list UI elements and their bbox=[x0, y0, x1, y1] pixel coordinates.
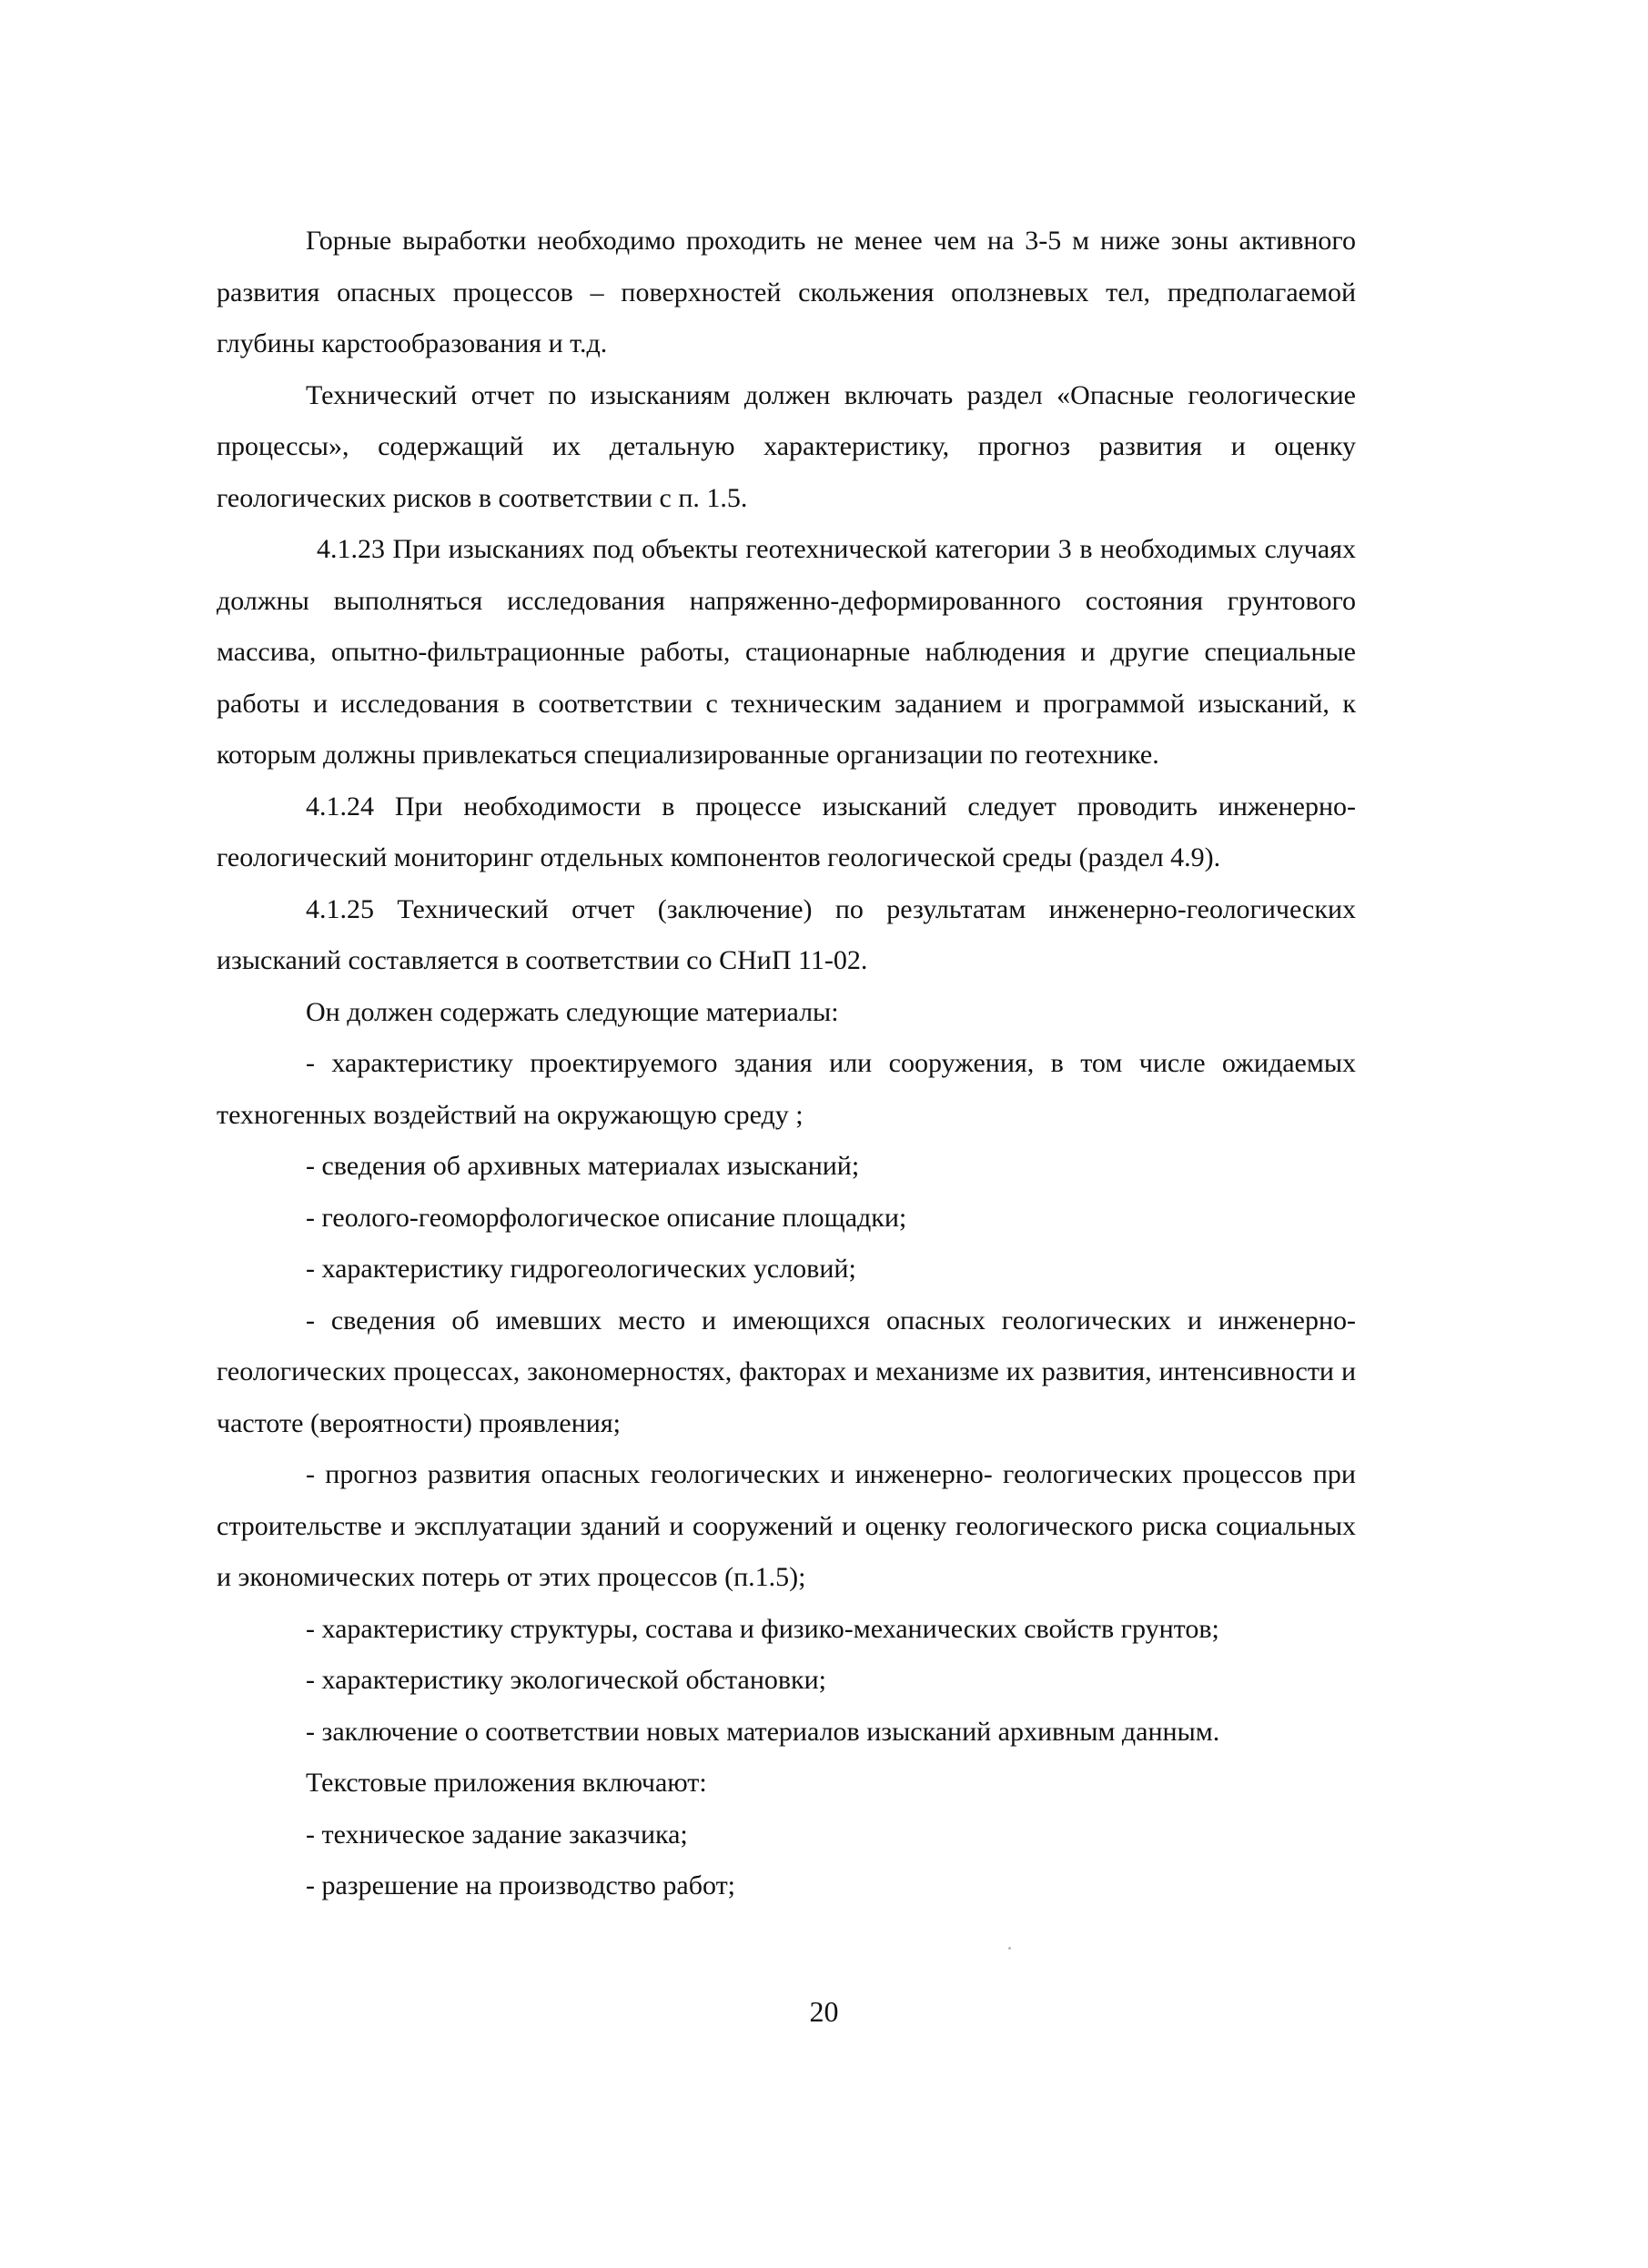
paragraph-text-appendices: Текстовые приложения включают: bbox=[306, 1768, 707, 1798]
paragraph-4-1-23: 4.1.23 При изысканиях под объекты геотехнической категории 3 в необходимых случаях должны выполняться исследования напряженно-деформированного состояния грунтового массива, опытно-фильтрационные работы, стационарные наблюдения и другие специальные работы и исследования в соответствии с техническим заданием и программой изысканий, к которым должны привлекаться специализированные организации по геотехнике. bbox=[217, 534, 1356, 770]
list-item-work-permit: - разрешение на производство работ; bbox=[306, 1870, 736, 1900]
scan-speck bbox=[1008, 1947, 1011, 1950]
list-item-forecast: - прогноз развития опасных геологических и инженерно- геологических процессов при строительстве и эксплуатации зданий и сооружений и оценку геологического риска социальных и экономических потерь от этих процессов (п.1.5); bbox=[217, 1459, 1356, 1592]
body-text bbox=[217, 216, 1356, 1912]
list-item-conclusion: - заключение о соответствии новых материалов изысканий архивным данным. bbox=[306, 1716, 1220, 1747]
paragraph-4-1-24: 4.1.24 При необходимости в процессе изысканий следует проводить инженерно-геологический мониторинг отдельных компонентов геологической среды (раздел 4.9). bbox=[217, 791, 1356, 872]
list-item-geomorphology: - геолого-геоморфологическое описание площадки; bbox=[306, 1202, 907, 1233]
paragraph-4-1-25: 4.1.25 Технический отчет (заключение) по результатам инженерно-геологических изысканий составляется в соответствии со СНиП 11-02. bbox=[217, 893, 1356, 975]
list-item-hydrogeology: - характеристику гидрогеологических условий; bbox=[306, 1254, 856, 1284]
list-item-building-characteristics: - характеристику проектируемого здания или сооружения, в том числе ожидаемых техногенных воздействий на окружающую среду ; bbox=[217, 1048, 1356, 1130]
paragraph-technical-report-section: Технический отчет по изысканиям должен включать раздел «Опасные геологические процессы», содержащий их детальную характеристику, прогноз развития и оценку геологических рисков в соответствии с п. 1.5. bbox=[217, 379, 1356, 513]
list-item-hazardous-processes: - сведения об имевших место и имеющихся опасных геологических и инженерно- геологических процессах, закономерностях, факторах и механизме их развития, интенсивности и частоте (вероятности) проявления; bbox=[217, 1305, 1356, 1438]
list-item-ecology: - характеристику экологической обстановки; bbox=[306, 1665, 827, 1695]
paragraph-mine-workings: Горные выработки необходимо проходить не менее чем на 3-5 м ниже зоны активного развития опасных процессов – поверхностей скольжения оползневых тел, предполагаемой глубины карстообразования и т.д. bbox=[217, 226, 1356, 358]
page-number: 20 bbox=[809, 1995, 839, 2028]
list-item-soil-properties: - характеристику структуры, состава и физико-механических свойств грунтов; bbox=[306, 1613, 1219, 1644]
paragraph-materials-intro: Он должен содержать следующие материалы: bbox=[306, 996, 839, 1027]
list-item-technical-assignment: - техническое задание заказчика; bbox=[306, 1819, 688, 1850]
list-item-archive-materials: - сведения об архивных материалах изысканий; bbox=[306, 1151, 860, 1181]
